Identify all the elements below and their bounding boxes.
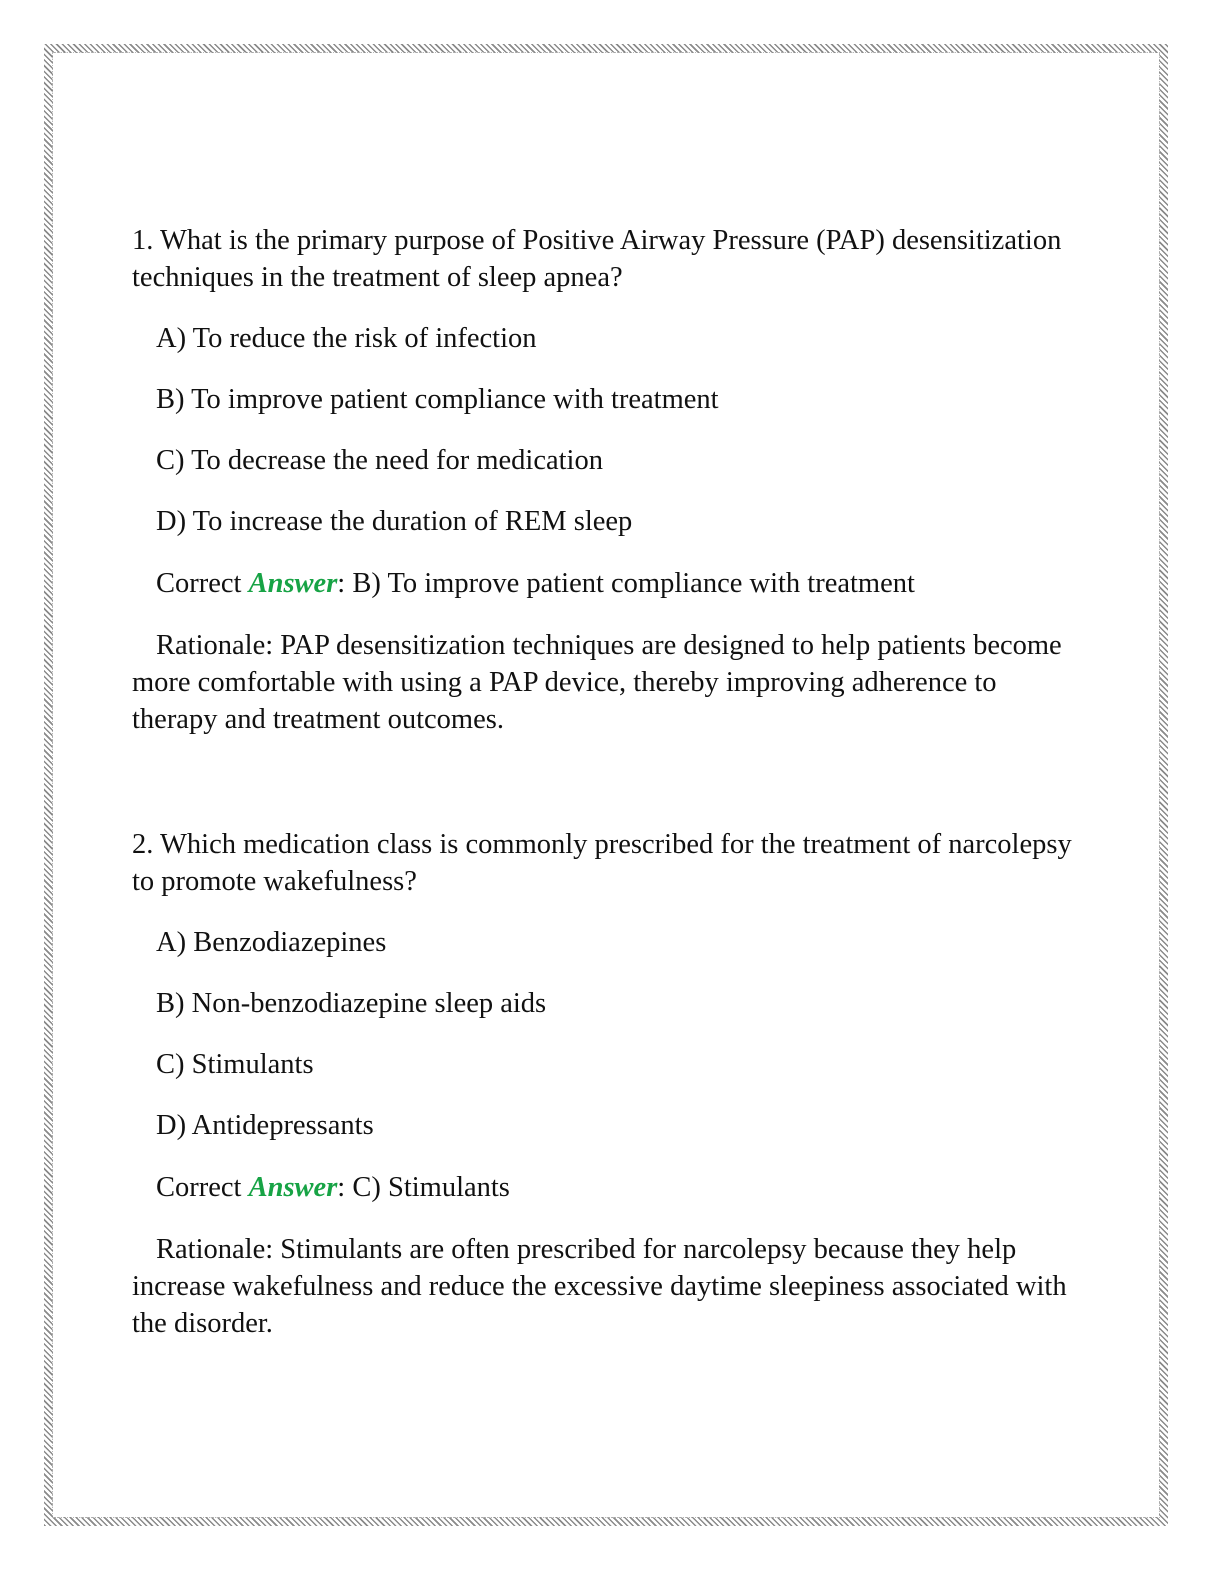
- correct-label: Correct: [156, 1172, 242, 1203]
- correct-answer-line: [132, 1169, 1072, 1206]
- correct-answer-line: [132, 565, 1072, 602]
- question-text: Which medication class is commonly prescribed for the treatment of narcolepsy to promote wakefulness?: [132, 829, 1072, 897]
- question-2: [132, 826, 1072, 900]
- question-text: What is the primary purpose of Positive Airway Pressure (PAP) desensitization techniques in the treatment of sleep apnea?: [132, 225, 1062, 293]
- question-block-2: [132, 826, 1072, 1342]
- answer-word: Answer: [248, 1172, 338, 1203]
- option-b: B) Non-benzodiazepine sleep aids: [156, 988, 547, 1019]
- answer-value: : B) To improve patient compliance with treatment: [337, 568, 915, 599]
- correct-label: Correct: [156, 568, 242, 599]
- rationale: Rationale: PAP desensitization techniques are designed to help patients become more comfortable with using a PAP device, thereby improving adherence to therapy and treatment outcomes.: [132, 630, 1062, 735]
- option-a: A) Benzodiazepines: [156, 927, 387, 958]
- question-number: 2.: [132, 829, 154, 860]
- answer-word: Answer: [248, 568, 338, 599]
- option-d: D) Antidepressants: [156, 1110, 374, 1141]
- question-1: [132, 222, 1072, 296]
- question-number: 1.: [132, 225, 154, 256]
- document-content: [132, 222, 1072, 1342]
- option-b: B) To improve patient compliance with treatment: [156, 384, 719, 415]
- question-block-1: [132, 222, 1072, 738]
- option-d: D) To increase the duration of REM sleep: [156, 506, 633, 537]
- option-a: A) To reduce the risk of infection: [156, 323, 537, 354]
- rationale: Rationale: Stimulants are often prescribed for narcolepsy because they help increase wakefulness and reduce the excessive daytime sleepiness associated with the disorder.: [132, 1234, 1067, 1339]
- option-c: C) To decrease the need for medication: [156, 445, 603, 476]
- answer-value: : C) Stimulants: [337, 1172, 510, 1203]
- option-c: C) Stimulants: [156, 1049, 314, 1080]
